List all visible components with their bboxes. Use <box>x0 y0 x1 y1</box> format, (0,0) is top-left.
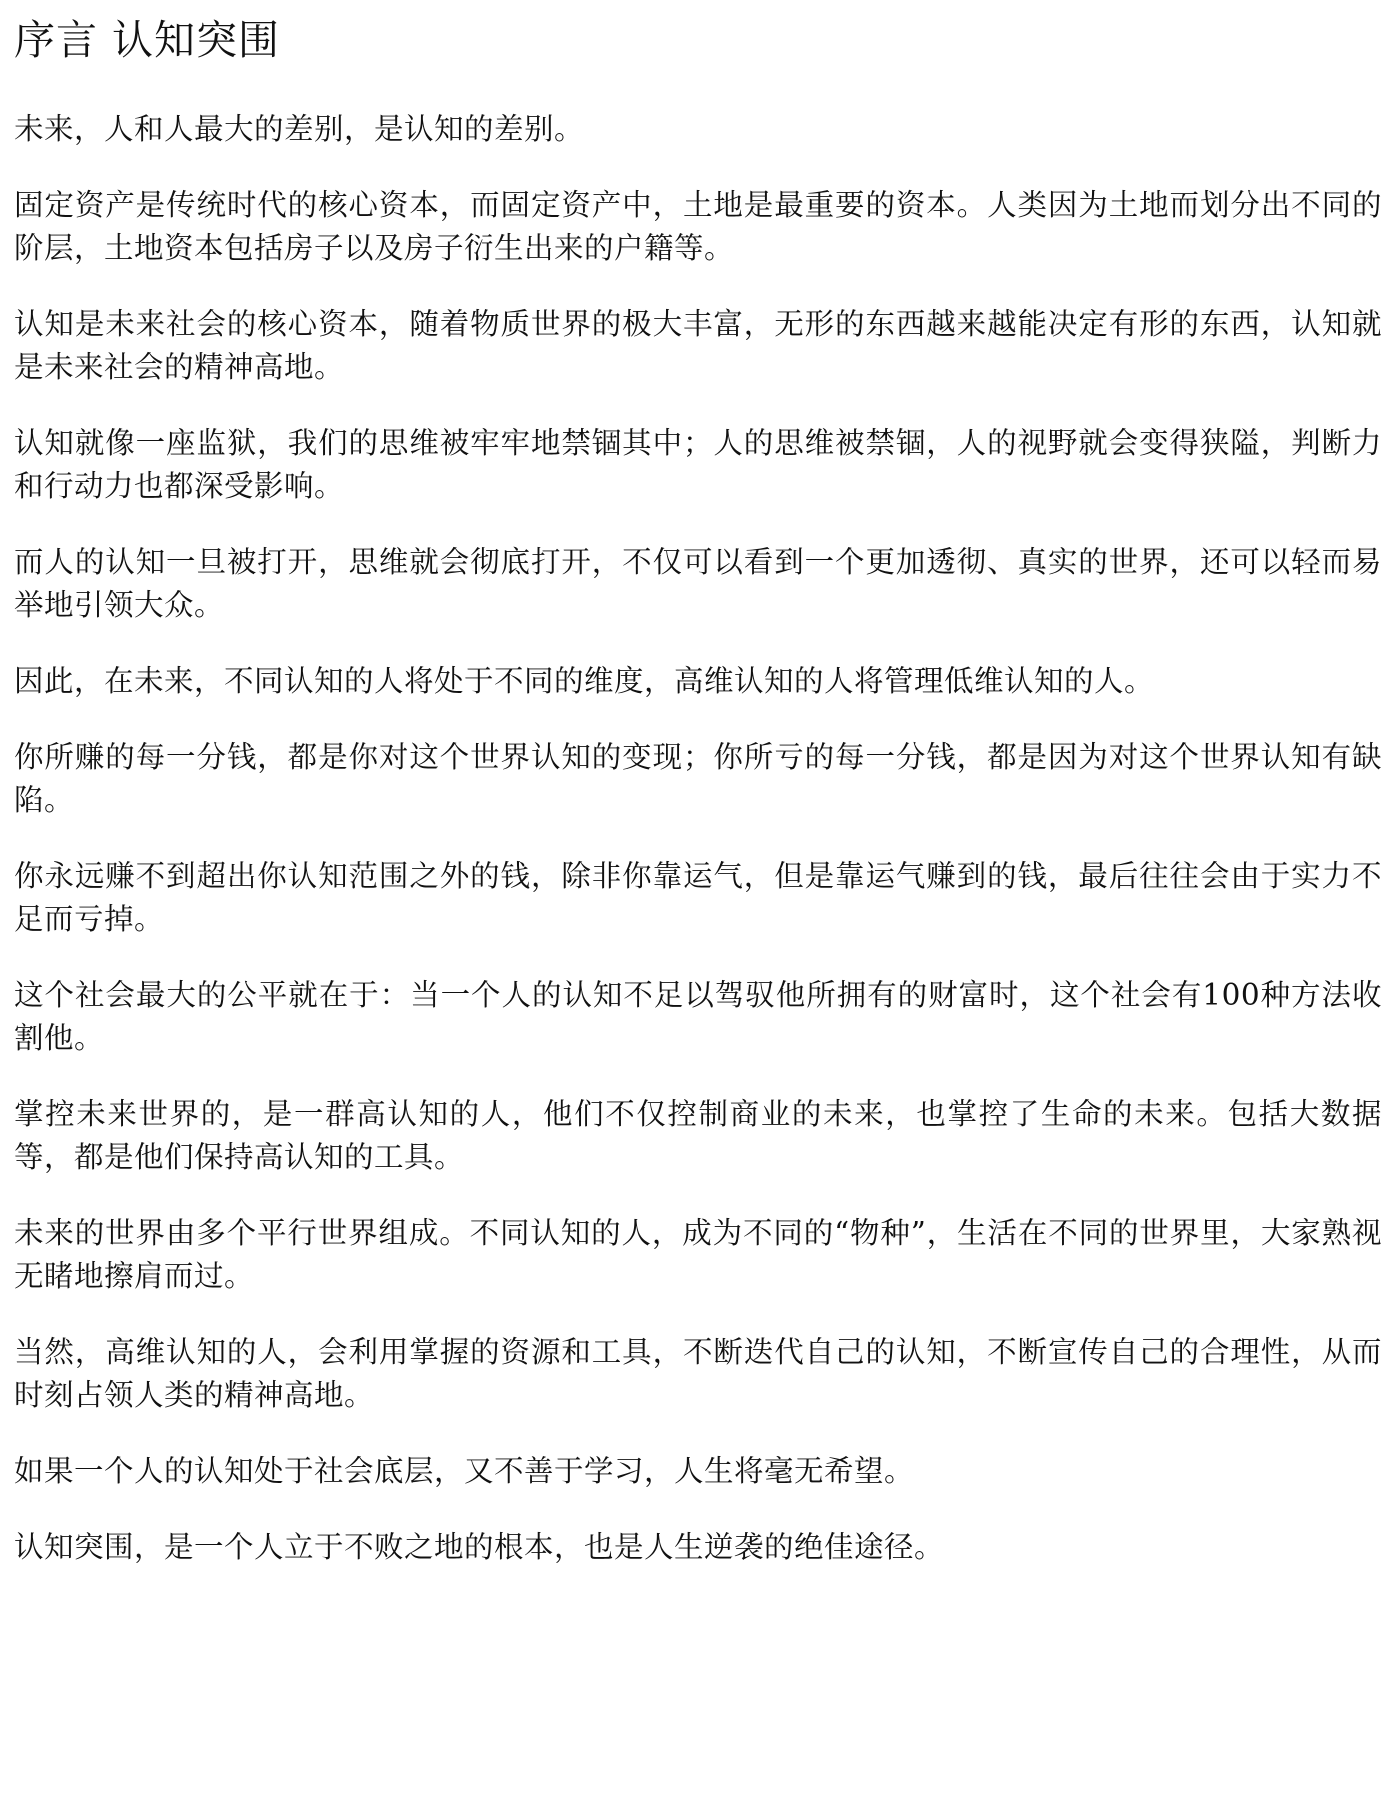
page-title: 序言 认知突围 <box>14 16 281 64</box>
paragraph-14: 认知突围，是一个人立于不败之地的根本，也是人生逆袭的绝佳途径。 <box>14 1530 945 1564</box>
paragraph-3: 认知是未来社会的核心资本，随着物质世界的极大丰富，无形的东西越来越能决定有形的东西，认知就是未来社会的精神高地。 <box>14 307 1382 384</box>
paragraph-12: 当然，高维认知的人，会利用掌握的资源和工具，不断迭代自己的认知，不断宣传自己的合理性，从而时刻占领人类的精神高地。 <box>14 1335 1382 1412</box>
paragraph-9: 这个社会最大的公平就在于：当一个人的认知不足以驾驭他所拥有的财富时，这个社会有100种方法收割他。 <box>14 978 1382 1055</box>
paragraph-11: 未来的世界由多个平行世界组成。不同认知的人，成为不同的“物种”，生活在不同的世界里，大家熟视无睹地擦肩而过。 <box>14 1216 1382 1293</box>
document-page <box>14 14 1382 1569</box>
document-body <box>14 108 1382 1569</box>
paragraph-13: 如果一个人的认知处于社会底层，又不善于学习，人生将毫无希望。 <box>14 1454 915 1488</box>
paragraph-2: 固定资产是传统时代的核心资本，而固定资产中，土地是最重要的资本。人类因为土地而划分出不同的阶层，土地资本包括房子以及房子衍生出来的户籍等。 <box>14 188 1382 265</box>
paragraph-10: 掌控未来世界的，是一群高认知的人，他们不仅控制商业的未来，也掌控了生命的未来。包括大数据等，都是他们保持高认知的工具。 <box>14 1097 1382 1174</box>
paragraph-1: 未来，人和人最大的差别，是认知的差别。 <box>14 112 585 146</box>
paragraph-5: 而人的认知一旦被打开，思维就会彻底打开，不仅可以看到一个更加透彻、真实的世界，还可以轻而易举地引领大众。 <box>14 545 1382 622</box>
paragraph-7: 你所赚的每一分钱，都是你对这个世界认知的变现；你所亏的每一分钱，都是因为对这个世界认知有缺陷。 <box>14 740 1382 817</box>
paragraph-8: 你永远赚不到超出你认知范围之外的钱，除非你靠运气，但是靠运气赚到的钱，最后往往会由于实力不足而亏掉。 <box>14 859 1382 936</box>
paragraph-6: 因此，在未来，不同认知的人将处于不同的维度，高维认知的人将管理低维认知的人。 <box>14 664 1155 698</box>
paragraph-4: 认知就像一座监狱，我们的思维被牢牢地禁锢其中；人的思维被禁锢，人的视野就会变得狭隘，判断力和行动力也都深受影响。 <box>14 426 1382 503</box>
